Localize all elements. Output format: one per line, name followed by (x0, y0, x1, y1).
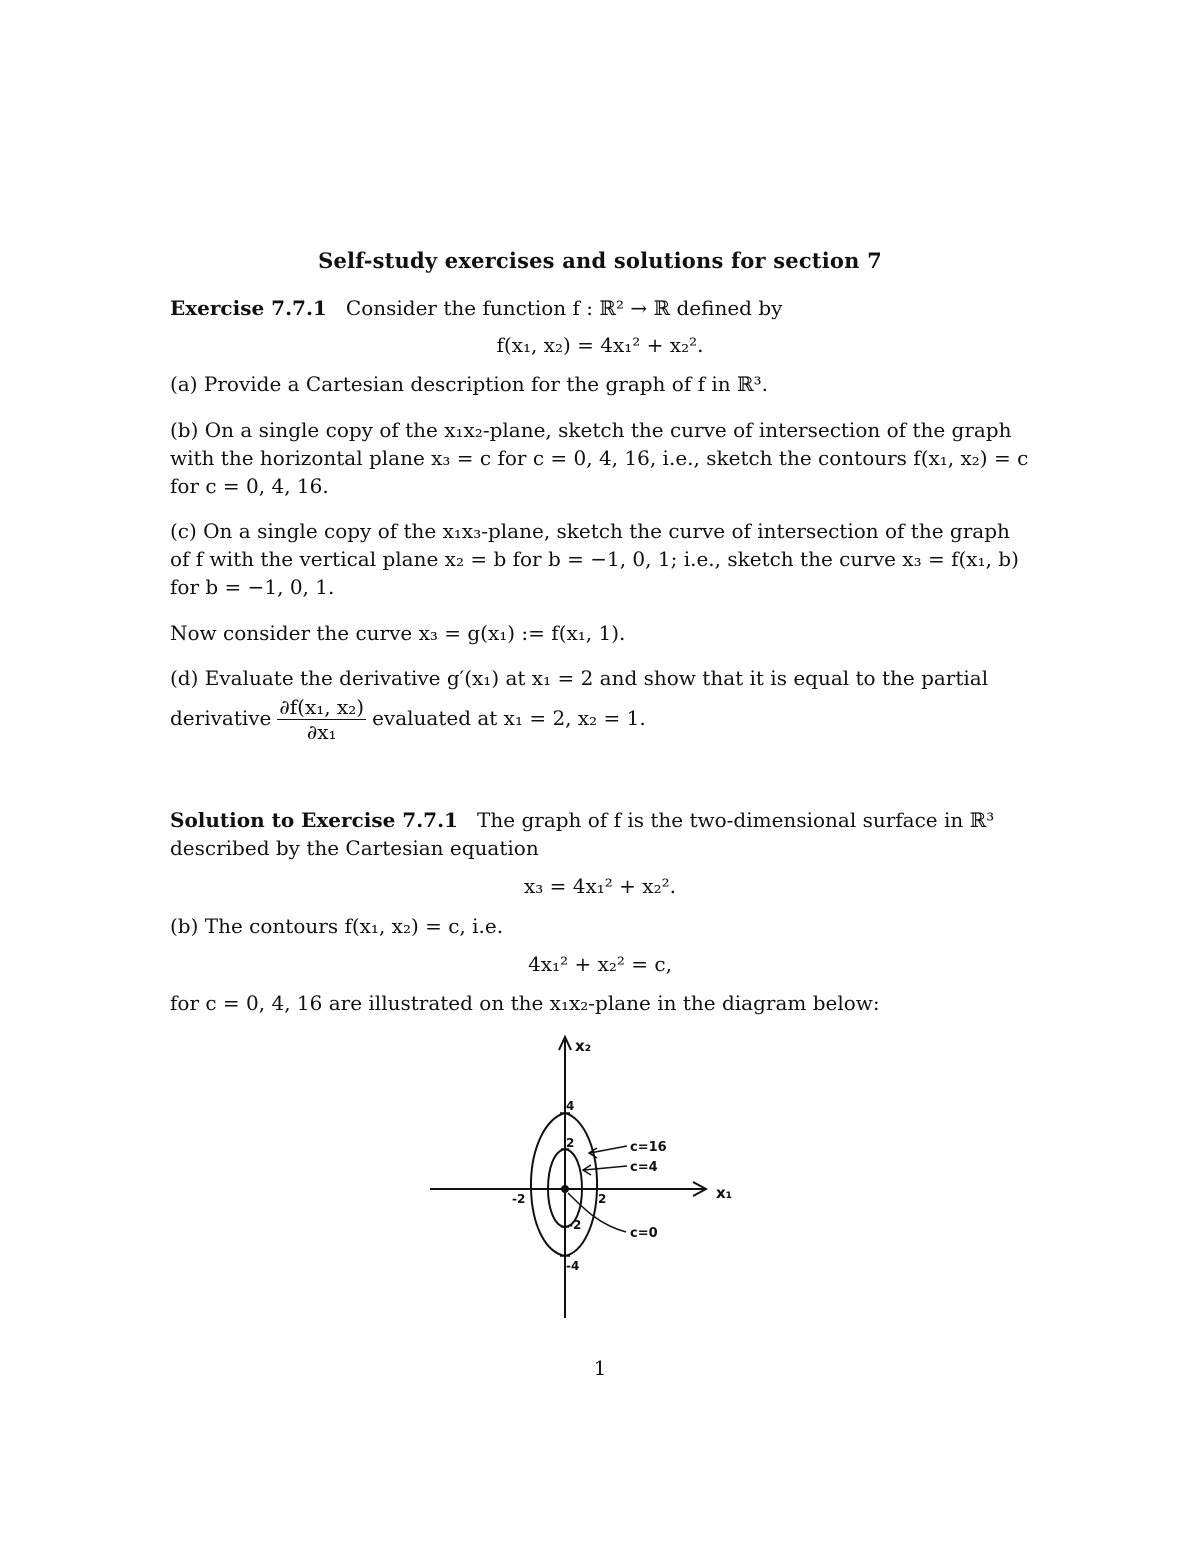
pointer-c4 (584, 1166, 627, 1170)
part-c-line3: for b = −1, 0, 1. (170, 575, 335, 599)
now-consider: Now consider the curve x₃ = g(x₁) := f(x₁, 1). (170, 621, 626, 645)
part-c-line2: of f with the vertical plane x₂ = b for b = −1, 0, 1; i.e., sketch the curve x₃ = f(x₁, b) (170, 547, 1019, 571)
part-b-line2: with the horizontal plane x₃ = c for c = 0, 4, 16, i.e., sketch the contours f(x₁, x₂) = c (170, 446, 1029, 470)
tick-label-y-2: 2 (566, 1136, 575, 1150)
part-b-line3: for c = 0, 4, 16. (170, 474, 329, 498)
label-c0: c=0 (630, 1226, 658, 1241)
label-c16: c=16 (630, 1140, 667, 1155)
x1-axis-label: x₁ (716, 1184, 733, 1202)
page-number: 1 (593, 1356, 607, 1380)
solution-equation1: x₃ = 4x₁² + x₂². (524, 874, 676, 898)
tick-label-x-neg2: -2 (512, 1192, 526, 1206)
tick-label-y-neg2: -2 (568, 1218, 582, 1232)
exercise-intro: Consider the function f : ℝ² → ℝ defined by (345, 296, 783, 320)
tick-label-y-neg4: -4 (566, 1259, 580, 1273)
part-d-line1: (d) Evaluate the derivative g′(x₁) at x₁ = 2 and show that it is equal to the partial (170, 666, 989, 690)
part-c-line1: (c) On a single copy of the x₁x₃-plane, sketch the curve of intersection of the graph (170, 519, 1010, 543)
contour-c0-point (561, 1185, 569, 1193)
part-d-prefix: derivative (170, 706, 272, 730)
function-definition: f(x₁, x₂) = 4x₁² + x₂². (496, 333, 704, 357)
part-a: (a) Provide a Cartesian description for the graph of f in ℝ³. (170, 372, 768, 396)
solution-text: The graph of f is the two-dimensional surface in ℝ³ (477, 808, 995, 832)
fraction-denominator: ∂x₁ (306, 720, 337, 744)
label-c4: c=4 (630, 1160, 658, 1175)
tick-label-y-4: 4 (566, 1099, 575, 1113)
tick-label-x-2: 2 (598, 1192, 607, 1206)
fraction-numerator: ∂f(x₁, x₂) (279, 695, 365, 719)
solution-heading: Solution to Exercise 7.7.1 (170, 808, 458, 832)
part-b-line1: (b) On a single copy of the x₁x₂-plane, sketch the curve of intersection of the graph (170, 418, 1012, 442)
solution-equation2: 4x₁² + x₂² = c, (528, 952, 672, 976)
x2-axis-label: x₂ (575, 1037, 592, 1055)
part-d-suffix: evaluated at x₁ = 2, x₂ = 1. (372, 706, 646, 730)
solution-closing: for c = 0, 4, 16 are illustrated on the x₁x₂-plane in the diagram below: (170, 991, 880, 1015)
page-title: Self-study exercises and solutions for section 7 (318, 248, 882, 273)
exercise-heading: Exercise 7.7.1 (170, 296, 327, 320)
solution-part-b: (b) The contours f(x₁, x₂) = c, i.e. (170, 914, 504, 938)
solution-line2: described by the Cartesian equation (170, 836, 539, 860)
